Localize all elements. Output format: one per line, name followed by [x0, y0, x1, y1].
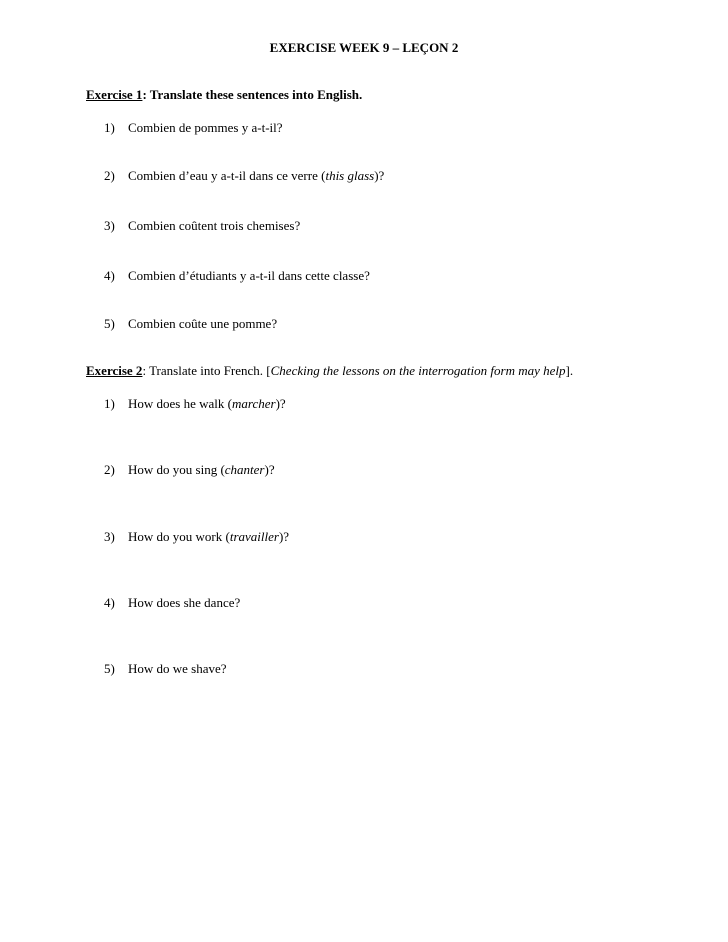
item-number: 1): [104, 396, 115, 411]
item-text-pre: How do you work (: [128, 529, 230, 544]
item-text-italic: travailler: [229, 529, 279, 544]
item-text-pre: How do you sing (: [128, 462, 225, 477]
exercise-2-instruction-italic: Checking the lessons on the interrogation form may help: [270, 363, 566, 378]
exercise-1-instruction: : Translate these sentences into English.: [142, 87, 363, 102]
item-text-italic: marcher: [231, 396, 276, 411]
item-number: 3): [104, 218, 115, 233]
item-number: 3): [104, 529, 115, 544]
exercise-1-item-4: [104, 268, 370, 284]
item-number: 1): [104, 120, 115, 135]
item-text: How do we shave?: [128, 661, 227, 676]
item-number: 4): [104, 268, 115, 283]
exercise-1-item-2: [104, 168, 384, 184]
exercise-2-label: Exercise 2: [86, 363, 143, 378]
exercise-1-item-5: [104, 316, 277, 332]
document-title: EXERCISE WEEK 9 – LEÇON 2: [269, 40, 459, 55]
item-text: How does she dance?: [128, 595, 241, 610]
item-text-post: )?: [374, 168, 385, 183]
item-text-post: )?: [275, 396, 286, 411]
item-number: 5): [104, 316, 115, 331]
item-number: 2): [104, 168, 115, 183]
exercise-2-item-1: [104, 396, 286, 412]
exercise-1-label: Exercise 1: [86, 87, 143, 102]
exercise-2-heading: [86, 363, 573, 379]
exercise-2-item-3: [104, 529, 289, 545]
item-text-post: )?: [278, 529, 290, 544]
item-text-pre: Combien d’eau y a-t-il dans ce verre (: [128, 168, 326, 183]
item-number: 2): [104, 462, 115, 477]
exercise-2-instruction-post: ].: [565, 363, 574, 378]
exercise-2-instruction-pre: : Translate into French. [: [142, 363, 271, 378]
exercise-1-heading: [86, 87, 362, 103]
item-number: 5): [104, 661, 115, 676]
item-text: Combien coûtent trois chemises?: [128, 218, 301, 233]
item-text-italic: chanter: [224, 462, 265, 477]
exercise-1-item-3: [104, 218, 300, 234]
item-text: Combien d’étudiants y a-t-il dans cette classe?: [128, 268, 370, 283]
exercise-2-item-2: [104, 462, 275, 478]
exercise-2-item-5: [104, 661, 227, 677]
item-text-italic: this glass: [325, 168, 375, 183]
item-text: Combien coûte une pomme?: [128, 316, 278, 331]
item-text-post: )?: [264, 462, 275, 477]
exercise-2-item-4: [104, 595, 240, 611]
item-text: Combien de pommes y a-t-il?: [128, 120, 283, 135]
exercise-1-item-1: [104, 120, 283, 136]
item-text-pre: How does he walk (: [128, 396, 232, 411]
item-number: 4): [104, 595, 115, 610]
